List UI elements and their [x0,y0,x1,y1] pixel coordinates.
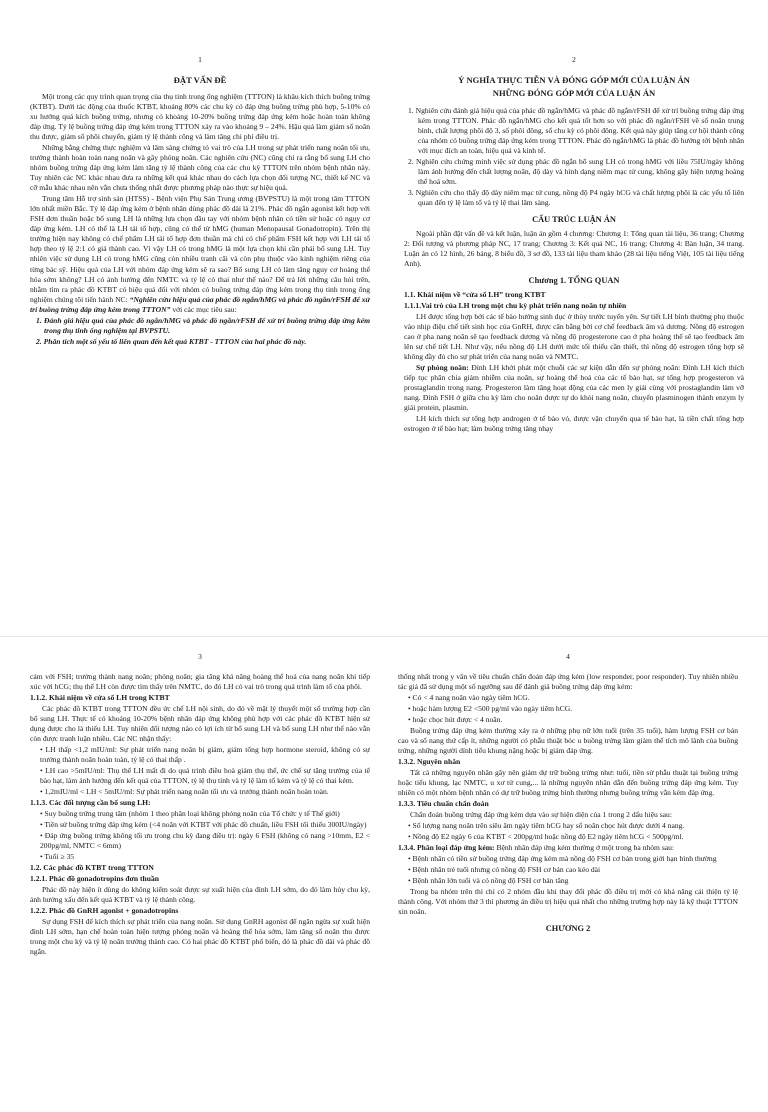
heading: 1.3.3. Tiêu chuẩn chẩn đoán [398,799,489,809]
paragraph: Trong ba nhóm trên thì chỉ có 2 nhóm đầu khi thay đổi phác đồ điều trị mới có khả năng cải thiện tỷ lệ thành công. Với nhóm thứ 3 thì phương án điều trị hiệu quả nhất cho những trường hợp này là kỹ thuật TTTON xin noãn. [398,887,738,917]
goal-item: 1. Đánh giá hiệu quả của phác đồ ngắn/hMG và phác đồ ngắn/rFSH để xử trí buồng trứng đáp ứng kém trong thụ tinh ống nghiệm tại BVPSTU. [36,315,370,335]
paragraph: Một trong các quy trình quan trọng của thụ tinh trong ống nghiệm (TTTON) là khâu kích thích buồng trứng (KTBT). Dưới tác động của thuốc KTBT, khoảng 80% các chu kỳ có đáp ứng buồng trứng phù hợp, 5-10% có xu hướng quá kích buồng trứng, nhưng có khoảng 10-20% buồng trứng đáp ứng kém hoặc hoàn toàn không đáp ứng. Tỷ lệ buồng trứng đáp ứng kém trong TTTON xảy ra vào khoảng 9 – 24%. Hậu quả làm giảm số noãn thu được, giảm số phôi chuyển, giảm tỷ lệ thành công và làm tăng chi phí điều trị. [30,92,370,142]
list-item: • Bệnh nhân có tiền sử buồng trứng đáp ứng kém mà nồng độ FSH cơ bản trong giới hạn bình thường [408,854,717,864]
paragraph: Buồng trứng đáp ứng kém thường xảy ra ở những phụ nữ lớn tuổi (trên 35 tuổi), hàm lượng FSH cơ bản cao và số nang thứ cấp ít, những người có phẫu thuật bóc u buồng trứng làm giảm thể tích mô lành của buồng trứng, những người dính tiểu khung nặng hoặc bị giảm đáp ứng. [398,725,738,755]
paragraph: cảm với FSH; trưởng thành nang noãn; phóng noãn; gia tăng khả năng hoàng thể hoá của nang noãn khi tiếp xúc với hCG; thụ thể LH còn được tìm thấy trên NMTC, do đó LH có vai trò trong quá trình làm tổ của phôi. [30,671,370,691]
chapter-title: CHƯƠNG 2 [545,924,591,934]
paragraph: LH được tổng hợp bởi các tế bào hướng sinh dục ở thùy trước tuyến yên. Sự tiết LH bình thường phụ thuộc vào nhịp điệu chế tiết sinh học của GnRH, được cân bằng bởi cơ chế feedback âm và dương. Nồng độ estrogen cao ở pha nang noãn sẽ tạo feedback dương và nồng độ progesterone cao ở pha hoàng thể sẽ tạo feedback âm lên sự chế tiết LH. Như vậy, nếu nồng độ LH dưới mức tối thiểu cần thiết, thì nồng độ estrogen tổng hợp sẽ không đầy đủ cho sự phát triển của nang noãn và NMTC. [404,312,744,362]
page-1 [30,55,370,515]
paragraph-text: Trung tâm Hỗ trợ sinh sản (HTSS) - Bệnh viện Phụ Sản Trung ương (BVPSTU) là một trong tâm TTTON lớn nhất miền Bắc. Tỷ lệ đáp ứng kém ở bệnh nhân dùng phác đồ dài là 21%. Phác đồ ngắn agonist kết hợp với FSH đơn thuần hoặc bổ sung LH là những lựa chọn đầu tay với nhóm bệnh nhân có tiền sử hoặc có nguy cơ đáp ứng kém. LH có thể là LH tái tổ hợp, cũng có thể từ hMG (human Menopausal Gonadotropin). Trên thị trường hiện nay không có chế phẩm LH tái tổ hợp đơn thuần mà chỉ có chế phẩm FSH kết hợp với LH tái tổ hợp theo tỷ lệ 2:1 có giá thành cao. Vì vậy LH có trong hMG là một lựa chọn khi cần phải bổ sung LH. Tuy nhiên việc sử dụng LH có trong hMG cũng còn nhiều tranh cãi và còn phụ thuộc vào kinh nghiệm riêng của từng bác sỹ. Hiệu quả của LH với nhóm đáp ứng kém sẽ ra sao? Bổ sung LH có làm tăng nguy cơ hoàng thể hóa sớm không? LH có ảnh hưởng đến NMTC và tỷ lệ có thai như thế nào? Để trả lời những câu hỏi trên, nhằm tìm ra phác đồ KTBT có hiệu quả đối với nhóm có buồng trứng đáp ứng kém trong thụ tinh trong ống nghiệm chúng tôi tiến hành NC: [30,194,370,304]
paragraph [404,363,744,413]
heading: 1.2.2. Phác đồ GnRH agonist + gonadotropins [30,906,179,916]
heading: 1.2.1. Phác đồ gonadotropins đơn thuần [30,874,159,884]
list-item: • Đáp ứng buồng trứng không tối ưu trong chu kỳ đang điều trị: ngày 6 FSH (không có nang >10mm, E2 < 200pg/ml, NMTC < 6mm) [40,831,370,851]
page-2 [404,55,744,515]
list-item: • Có < 4 nang noãn vào ngày tiêm hCG. [408,692,530,702]
contribution-item: 2. Nghiên cứu chứng minh việc sử dụng phác đồ ngắn bổ sung LH có trong hMG với liều 75IU/ngày không làm ảnh hưởng đến chất lượng noãn, độ dày và hình dạng niêm mạc tử cung, không gây hiện tượng hoàng thể hoá sớm. [408,156,744,186]
page-3 [30,652,370,1112]
list-item: • Nồng độ E2 ngày 6 của KTBT < 200pg/ml hoặc nồng độ E2 ngày tiêm hCG < 500pg/ml. [408,832,684,842]
paragraph: Các phác đồ KTBT trong TTTON đều ức chế LH nội sinh, do đó về mặt lý thuyết một số trường hợp cần bổ sung LH. Thực tế có khoảng 10-20% bệnh nhân đáp ứng không phù hợp với các phác đồ KTBT hiện sử dụng được cho là thiếu LH. Tuy nhiên đối tượng nào có lợi ích từ bổ sung LH và bổ sung LH như thế nào vẫn còn được tranh luận nhiều. Các NC nhận thấy: [30,703,370,743]
paragraph: thống nhất trong y văn về tiêu chuẩn chẩn đoán đáp ứng kém (low responder, poor responder). Tuy nhiên nhiều tác giả đã sử dụng một số ngưỡng sau để đánh giá buồng trứng đáp ứng kém: [398,671,738,691]
page-divider [0,636,768,637]
goals-lead: với các mục tiêu sau: [172,304,237,314]
heading: 1.1. Khái niệm về “cửa sổ LH” trong KTBT [404,289,546,299]
list-item: • LH cao >5mIU/ml: Thụ thể LH mất đi do quá trình điều hoà giảm thụ thể, ức chế sự tăng trưởng của tế bào hạt, làm ảnh hưởng đến kết quả của TTTON, tỷ lệ thụ tinh và tỷ lệ làm tổ kém và tỷ lệ có thai kém. [40,766,370,786]
project-title: “Nghiên cứu hiệu quả của phác đồ ngắn/hMG và phác đồ ngắn/rFSH để xử trí buồng trứng đáp ứng kém trong TTTON” [30,294,370,314]
goal-item: 2. Phân tích một số yếu tố liên quan đến kết quả KTBT - TTTON của hai phác đồ này. [36,336,307,346]
structure-title: CẤU TRÚC LUẬN ÁN [532,214,616,224]
contribution-item: 3. Nghiên cứu cho thấy độ dày niêm mạc tử cung, nồng độ P4 ngày hCG và chất lượng phôi là các yếu tố liên quan đến tỷ lệ làm tổ và tỷ lệ thai lâm sàng. [408,187,744,207]
paragraph [398,843,738,853]
page-number: 2 [572,55,576,64]
section-title: ĐẶT VẤN ĐỀ [173,74,227,85]
page-4 [398,652,738,1112]
paragraph-text: Đỉnh LH khởi phát một chuỗi các sự kiện dẫn đến sự phóng noãn: Đỉnh LH kích thích tiếp tục phân chia giảm nhiễm của noãn, sự hoàng thể hoá của các tế bào hạt, sự tổng hợp progesteron và prostaglandin trong nang. Progesteron làm tăng hoạt động của các men ly giải cùng với prostaglandin làm vỡ nang. Đỉnh FSH ở giữa chu kỳ làm cho noãn được tự do khỏi nang noãn, chuyển plasminogen thành enzym ly giải protein, plasmin. [404,363,744,413]
paragraph: Tất cả những nguyên nhân gây nên giảm dự trữ buồng trứng như: tuổi, tiền sử phẫu thuật tại buồng trứng hoặc tiểu khung, lạc NMTC, u xơ tử cung,... là những nguyên nhân dẫn đến buồng trứng đáp ứng kém. Tuy nhiên có một nhóm bệnh nhân có dự trữ buồng trứng bình thường nhưng buồng trứng vẫn kém đáp ứng. [398,768,738,798]
list-item: • LH thấp <1,2 mIU/ml: Sự phát triển nang noãn bị giảm, giảm tổng hợp hormone steroid, không có sự trưởng thành noãn hoàn toàn, tỷ lệ có thai thấp . [40,745,370,765]
paragraph: LH kích thích sự tổng hợp androgen ở tế bào vỏ, được vận chuyển qua tế bào hạt, là tiền chất tổng hợp estrogen ở tế bào hạt; làm buồng trứng tăng nhạy [404,414,744,434]
heading-inline: 1.3.4. Phân loại đáp ứng kém: [398,843,495,853]
heading: 1.3.2. Nguyên nhân [398,757,461,767]
paragraph: Phác đồ này hiện ít dùng do không kiểm soát được sự xuất hiện của đỉnh LH sớm, do đó làm hủy chu kỳ, ảnh hưởng xấu đến kết quả KTBT và tỷ lệ thành công. [30,885,370,905]
list-item: • Bệnh nhân trẻ tuổi nhưng có nồng độ FSH cơ bản cao kéo dài [408,865,601,875]
page-number: 4 [566,652,570,661]
paragraph: Sự dụng FSH để kích thích sự phát triển của nang noãn. Sử dụng GnRH agonist để ngăn ngừa sự xuất hiện đỉnh LH sớm, hạn chế hoàn toàn hiện tượng phóng noãn và hoàng thể hóa sớm, làm tăng số noãn thu được trong một chu kỳ và tỷ lệ noãn trưởng thành cao. Có hai phác đồ KTBT phổ biến, đó là phác đồ dài và phác đồ ngắn. [30,917,370,957]
paragraph-text: Bệnh nhân đáp ứng kém thường ở một trong ba nhóm sau: [494,843,675,853]
contribution-item: 1. Nghiên cứu đánh giá hiệu quả của phác đồ ngắn/hMG và phác đồ ngắn/rFSH để xử trí buồng trứng đáp ứng kém trong TTTON. Phác đồ ngắn/hMG cho kết quả tốt hơn so với phác đồ ngắn/rFSH về số noãn trung bình, chất lượng phôi độ 3, số phôi đông, số chu kỳ có phôi đông. Kết quả này giúp tăng cơ hội thành công của nhóm có buồng trứng đáp ứng kém trong TTTON. Phác đồ ngắn/hMG là phác đồ hướng tới bệnh nhân với mục đích an toàn, hiệu quả và kinh tế. [408,105,744,155]
heading: 1.1.2. Khái niệm về cửa sổ LH trong KTBT [30,692,170,702]
list-item: • hoặc chọc hút được < 4 noãn. [408,714,503,724]
paragraph-lead: Sự phóng noãn: [416,363,469,373]
list-item: • Suy buồng trứng trung tâm (nhóm 1 theo phân loại không phóng noãn của Tổ chức y tế Thế giới) [40,809,340,819]
list-item: • hoặc hàm lượng E2 <500 pg/ml vào ngày tiêm hCG. [408,703,573,713]
list-item: • Số lượng nang noãn trên siêu âm ngày tiêm hCG hay số noãn chọc hút được dưới 4 nang. [408,821,685,831]
structure-paragraph: Ngoài phần đặt vấn đề và kết luận, luận án gồm 4 chương: Chương 1: Tổng quan tài liệu, 36 trang; Chương 2: Đối tượng và phương pháp NC, 17 trang; Chương 3: Kết quả NC, 16 trang; Chương 4: Bàn luận, 34 trang. Luận án có 12 hình, 26 bảng, 8 biểu đồ, 3 sơ đồ, 133 tài liệu tham khảo (28 tài liệu tiếng Việt, 105 tài liệu tiếng Anh). [404,228,744,268]
paragraph: Những bằng chứng thực nghiệm và lâm sàng chứng tỏ vai trò của LH trong sự phát triển nang noãn tối ưu, trưởng thành hoàn toàn nang noãn và gây phóng noãn. Các nghiên cứu (NC) cũng chỉ ra rằng bổ sung LH cho nhóm buồng trứng đáp ứng kém làm tăng tỷ lệ thành công của các chu kỳ TTTON trên nhóm bệnh nhân này. Tuy nhiên các NC khác nhau đưa ra những kết quả khác nhau do cách lựa chọn đối tượng NC, thiết kế NC và cỡ mẫu khác nhau nên vẫn chưa thống nhất được phương pháp nào thực sự hiệu quả. [30,143,370,193]
heading: 1.1.3. Các đối tượng cần bổ sung LH: [30,798,151,808]
list-item: • Bệnh nhân lớn tuổi và có nồng độ FSH cơ bản tăng [408,876,569,886]
page-number: 1 [198,55,202,64]
heading: 1.2. Các phác đồ KTBT trong TTTON [30,863,154,873]
paragraph: Chẩn đoán buồng trứng đáp ứng kém dựa vào sự hiện diện của 1 trong 2 dấu hiệu sau: [410,810,672,820]
paragraph [30,194,370,314]
list-item: • Tiền sử buồng trứng đáp ứng kém (<4 noãn với KTBT với phác đồ chuẩn, liều FSH tối thiểu 300IU/ngày) [40,820,367,830]
section-title: Ý NGHĨA THỰC TIỄN VÀ ĐÓNG GÓP MỚI CỦA LUẬN ÁN [458,74,690,85]
heading: 1.1.1.Vai trò của LH trong một chu kỳ phát triển nang noãn tự nhiên [404,301,627,310]
list-item: • 1,2mIU/ml < LH < 5mIU/ml: Sự phát triển nang noãn tối ưu và trưởng thành noãn hoàn toàn. [40,787,329,797]
page-number: 3 [198,652,202,661]
section-subtitle: NHỮNG ĐÓNG GÓP MỚI CỦA LUẬN ÁN [492,88,656,99]
list-item: • Tuổi ≥ 35 [40,852,75,862]
chapter-title: Chương 1. TỔNG QUAN [528,275,620,285]
